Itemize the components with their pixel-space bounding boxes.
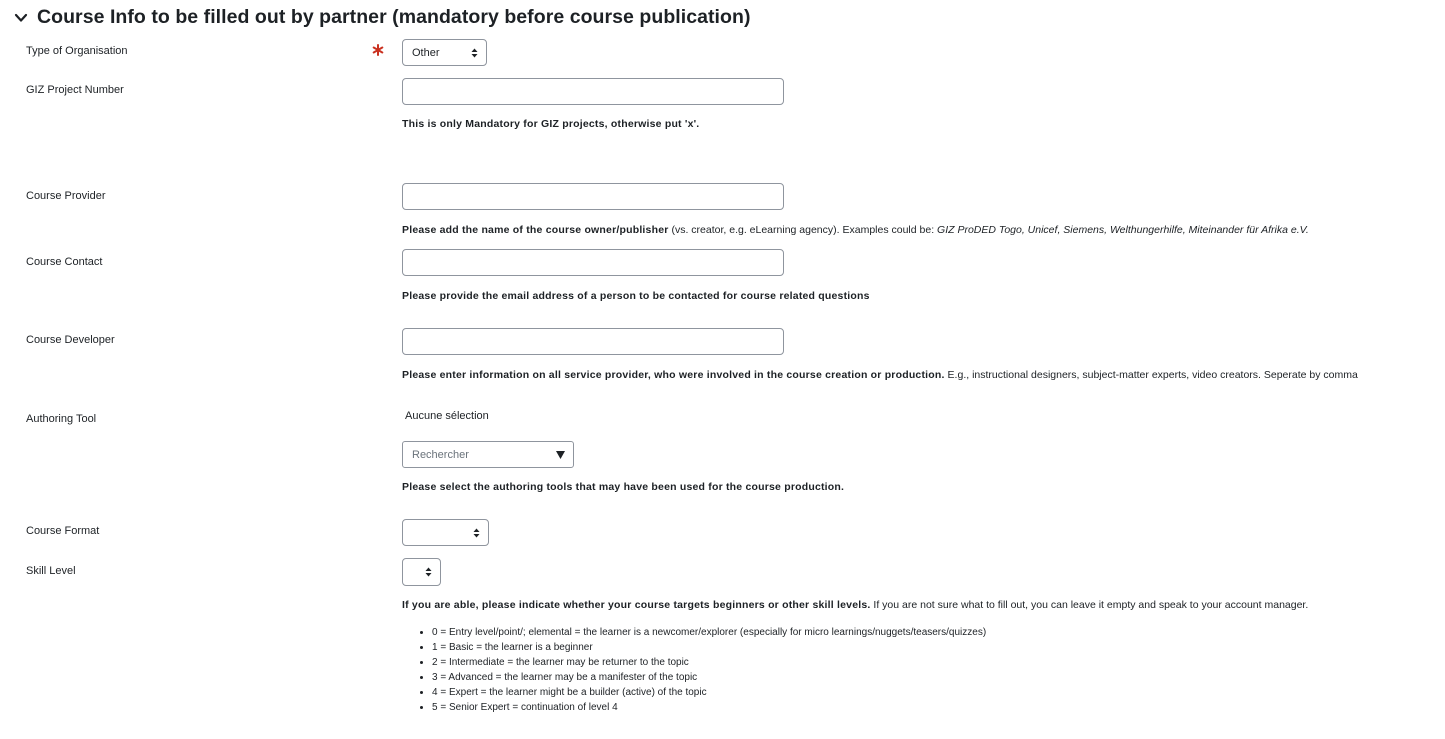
organisation-type-label: Type of Organisation xyxy=(26,45,128,57)
authoring-tool-no-selection: Aucune sélection xyxy=(405,410,489,422)
authoring-tool-search-placeholder: Rechercher xyxy=(412,448,469,461)
course-developer-input[interactable] xyxy=(402,328,784,355)
skill-level-label: Skill Level xyxy=(26,565,76,577)
course-developer-help: Please enter information on all service provider, who were involved in the course creation or production. E.g., instructional designers, subject-matter experts, video creators. Seperate by comma xyxy=(402,369,1358,381)
course-format-label: Course Format xyxy=(26,525,100,537)
course-format-select[interactable] xyxy=(402,519,489,546)
section-header[interactable] xyxy=(14,6,751,29)
list-item: • 3 = Advanced = the learner may be a manifester of the topic xyxy=(432,670,986,685)
select-arrows-icon xyxy=(473,527,480,538)
dropdown-triangle-icon[interactable] xyxy=(556,451,565,459)
skill-level-help: If you are able, please indicate whether your course targets beginners or other skill levels. If you are not sure what to fill out, you can leave it empty and speak to your account manager. xyxy=(402,599,1309,611)
giz-project-number-help: This is only Mandatory for GIZ projects, otherwise put 'x'. xyxy=(402,118,700,130)
authoring-tool-label: Authoring Tool xyxy=(26,413,97,425)
select-arrows-icon xyxy=(425,567,432,578)
organisation-type-select[interactable] xyxy=(402,39,487,66)
organisation-type-value: Other xyxy=(412,46,440,59)
course-provider-label: Course Provider xyxy=(26,190,106,202)
chevron-down-icon[interactable] xyxy=(14,11,28,25)
course-contact-label: Course Contact xyxy=(26,256,103,268)
course-provider-help: Please add the name of the course owner/publisher (vs. creator, e.g. eLearning agency). Examples could be: GIZ ProDED Togo, Unicef, Siemens, Welthungerhilfe, Miteinander für Afrika e.V. xyxy=(402,224,1309,236)
course-contact-help: Please provide the email address of a person to be contacted for course related questions xyxy=(402,290,870,302)
course-provider-input[interactable] xyxy=(402,183,784,210)
list-item: • 5 = Senior Expert = continuation of level 4 xyxy=(432,700,986,715)
skill-level-select[interactable] xyxy=(402,558,441,586)
authoring-tool-help: Please select the authoring tools that may have been used for the course production. xyxy=(402,481,845,493)
list-item: • 0 = Entry level/point/; elemental = the learner is a newcomer/explorer (especially for micro learnings/nuggets/teasers/quizzes) xyxy=(432,625,986,640)
section-title: Course Info to be filled out by partner (mandatory before course publication) xyxy=(37,6,751,28)
skill-level-list xyxy=(416,625,986,715)
authoring-tool-search[interactable] xyxy=(402,441,574,468)
course-developer-label: Course Developer xyxy=(26,334,115,346)
list-item: • 4 = Expert = the learner might be a builder (active) of the topic xyxy=(432,685,986,700)
giz-project-number-label: GIZ Project Number xyxy=(26,84,124,96)
asterisk-icon xyxy=(372,44,384,56)
list-item: • 2 = Intermediate = the learner may be returner to the topic xyxy=(432,655,986,670)
giz-project-number-input[interactable] xyxy=(402,78,784,105)
select-arrows-icon xyxy=(471,47,478,58)
course-contact-input[interactable] xyxy=(402,249,784,276)
list-item: • 1 = Basic = the learner is a beginner xyxy=(432,640,986,655)
